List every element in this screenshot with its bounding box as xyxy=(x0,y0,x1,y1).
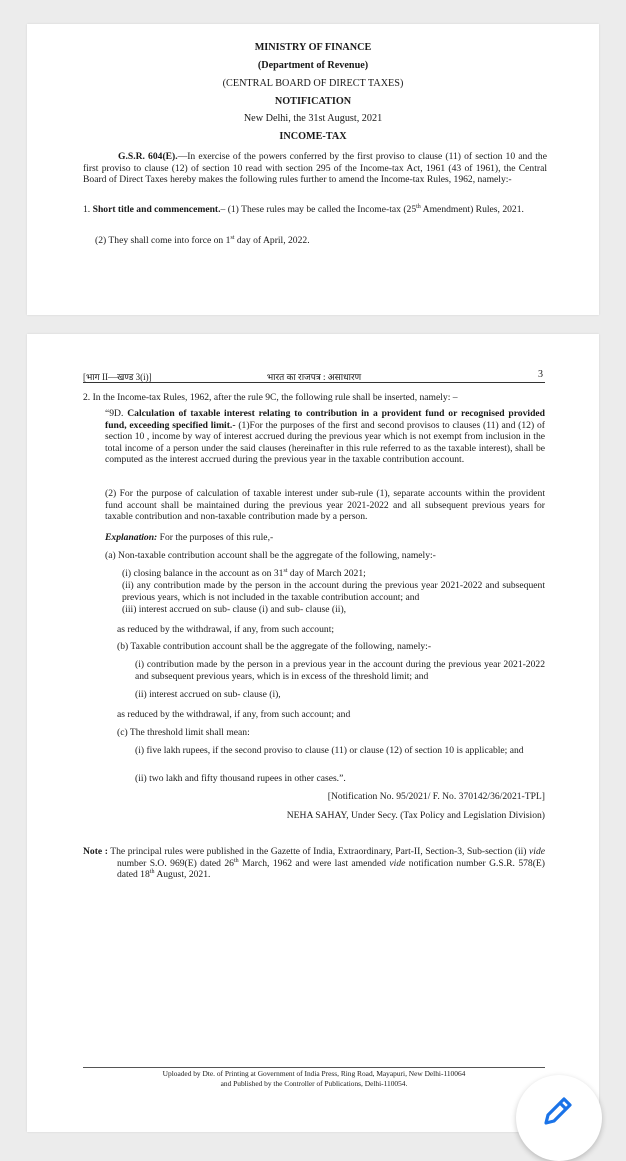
rule-1-sub-2: (2) They shall come into force on 1st day of April, 2022. xyxy=(95,234,310,246)
reduced-clause-b: as reduced by the withdrawal, if any, from such account; and xyxy=(117,709,351,720)
subject-heading: INCOME-TAX xyxy=(279,131,347,142)
rule-1-paragraph: 1. Short title and commencement.– (1) These rules may be called the Income-tax (25th Amendment) Rules, 2021. xyxy=(83,203,524,215)
note-label: Note : xyxy=(83,846,108,857)
item-a: (a) Non-taxable contribution account shall be the aggregate of the following, namely:- xyxy=(105,550,436,561)
document-page-2 xyxy=(27,334,599,1132)
item-a-i: (i) closing balance in the account as on 31st day of March 2021; xyxy=(122,567,366,579)
rule-9d-sub-2: (2) For the purpose of calculation of taxable interest under sub-rule (1), separate accounts within the provident fund account shall be maintained during the previous year 2021-2022 and all subsequent previous years for taxable contribution and non-taxable contribution made by a person. xyxy=(105,488,545,523)
item-c: (c) The threshold limit shall mean: xyxy=(117,727,250,738)
running-header xyxy=(83,370,545,383)
footer-divider xyxy=(83,1067,545,1068)
item-b: (b) Taxable contribution account shall be the aggregate of the following, namely:- xyxy=(117,641,432,652)
board-heading: (CENTRAL BOARD OF DIRECT TAXES) xyxy=(222,78,404,89)
rule-9d-heading: Calculation of taxable interest relating to contribution in a provident fund or recognised provided fund, exceeding specified limit.- xyxy=(105,408,545,431)
rule-1-heading: Short title and commencement. xyxy=(92,204,221,215)
signatory: NEHA SAHAY, Under Secy. (Tax Policy and Legislation Division) xyxy=(286,810,545,821)
notification-reference: [Notification No. 95/2021/ F. No. 370142/36/2021-TPL] xyxy=(327,791,545,802)
item-c-i: (i) five lakh rupees, if the second proviso to clause (11) or clause (12) of section 10 is applicable; and xyxy=(135,745,524,756)
rule-2-intro: 2. In the Income-tax Rules, 1962, after the rule 9C, the following rule shall be inserted, namely: – xyxy=(83,392,458,403)
preamble-paragraph: G.S.R. 604(E).—In exercise of the powers conferred by the first proviso to clause (11) of section 10 and the first proviso to clause (12) of section 10 read with section 295 of the Income-tax Act, 1961 (43 of 1961), the Central Board of Direct Taxes hereby makes the following rules further to amend the Income-tax Rules, 1962, namely:- xyxy=(83,151,547,186)
item-c-ii: (ii) two lakh and fifty thousand rupees in other cases.”. xyxy=(135,773,346,784)
ministry-heading: MINISTRY OF FINANCE xyxy=(254,42,372,53)
department-heading: (Department of Revenue) xyxy=(257,60,369,71)
edit-button[interactable] xyxy=(516,1075,602,1161)
item-b-ii: (ii) interest accrued on sub- clause (i), xyxy=(135,689,281,700)
reduced-clause-a: as reduced by the withdrawal, if any, from such account; xyxy=(117,624,335,635)
gsr-number: G.S.R. 604(E). xyxy=(118,151,178,162)
note-paragraph: Note : The principal rules were published in the Gazette of India, Extraordinary, Part-II, Section-3, Sub-section (ii) vide number S.O. 969(E) dated 26th March, 1962 and were last amended vide notification number G.S.R. 578(E) dated 18th August, 2021. xyxy=(83,846,545,881)
explanation-label: Explanation: xyxy=(105,532,158,543)
page-number: 3 xyxy=(538,369,543,380)
item-b-i: (i) contribution made by the person in a previous year in the account during the previous year 2021-2022 and subsequent previous years, which is in excess of the threshold limit; and xyxy=(135,659,545,682)
item-a-ii: (ii) any contribution made by the person in the account during the previous year 2021-2022 and subsequent previous years, which is not included in the taxable contribution account; and xyxy=(122,580,545,603)
rule-9d-paragraph: “9D. Calculation of taxable interest relating to contribution in a provident fund or recognised provided fund, exceeding specified limit.- (1)For the purposes of the first and second provisos to clauses (11) and (12) of section 10 , income by way of interest accrued during the previous year which is not exempt from inclusion in the total income of a person under the said clauses (hereinafter in this rule referred to as the taxable interest), shall be computed as the interest accrued during the previous year in the taxable contribution account. xyxy=(105,408,545,466)
explanation: Explanation: For the purposes of this rule,- xyxy=(105,532,274,543)
footer-imprint: Uploaded by Dte. of Printing at Government of India Press, Ring Road, Mayapuri, New Delhi-110064 and Published by the Controller of Publications, Delhi-110054. xyxy=(162,1069,466,1088)
dateline: New Delhi, the 31st August, 2021 xyxy=(243,113,383,124)
header-part: [भाग II—खण्ड 3(i)] xyxy=(83,372,152,382)
notification-heading: NOTIFICATION xyxy=(274,96,352,107)
pencil-icon xyxy=(540,1093,576,1129)
document-page-1 xyxy=(27,24,599,315)
header-gazette-title: भारत का राजपत्र : असाधारण xyxy=(266,372,362,382)
item-a-iii: (iii) interest accrued on sub- clause (i) and sub- clause (ii), xyxy=(122,604,347,615)
